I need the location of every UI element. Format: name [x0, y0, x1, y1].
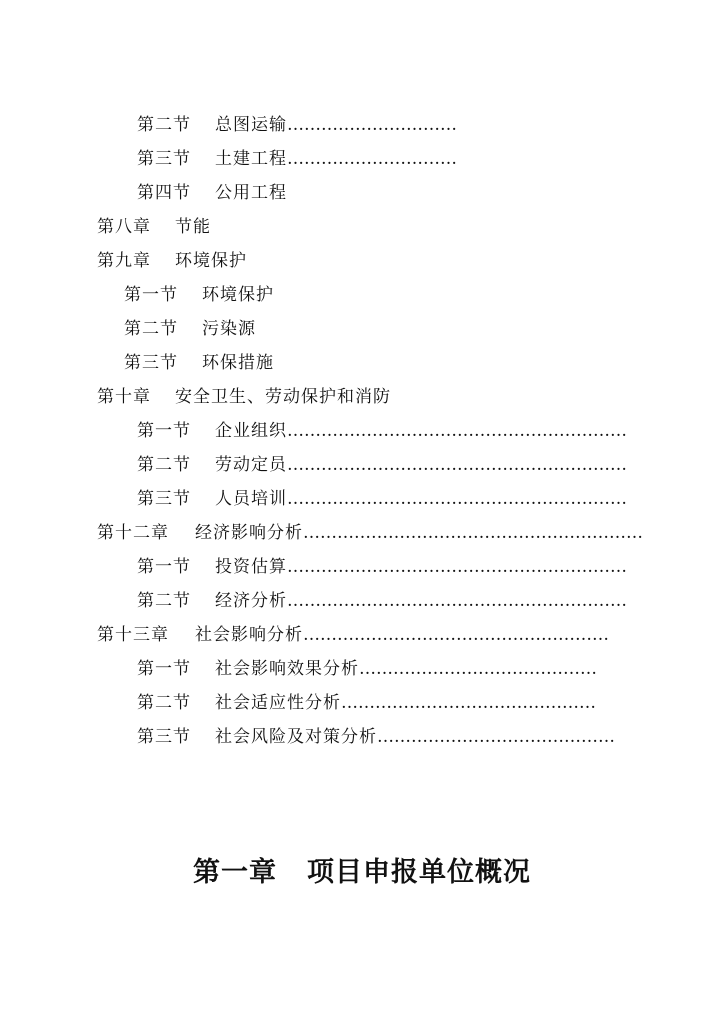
toc-label: 第二节 [124, 319, 178, 339]
toc-title: 环境保护 [175, 251, 247, 271]
toc-title: 企业组织 [215, 421, 287, 441]
toc-label: 第三节 [124, 353, 178, 373]
toc-title: 社会风险及对策分析 [215, 727, 377, 747]
toc-label: 第二节 [137, 693, 191, 713]
toc-title: 污染源 [202, 319, 256, 339]
toc-leader: …………………………………… [359, 659, 597, 679]
toc-line-section [137, 554, 627, 580]
toc-line-section [124, 282, 274, 308]
toc-line-section [137, 656, 597, 682]
toc-label: 第四节 [137, 183, 191, 203]
toc-leader: …………………………………………………… [287, 591, 627, 611]
toc-label: 第九章 [97, 251, 151, 271]
toc-line-section [124, 316, 256, 342]
toc-label: 第二节 [137, 115, 191, 135]
toc-label: 第三节 [137, 489, 191, 509]
toc-leader: …………………………………………………… [287, 557, 627, 577]
toc-label: 第一节 [124, 285, 178, 305]
toc-title: 经济分析 [215, 591, 287, 611]
chapter-heading [0, 850, 724, 889]
toc-leader: …………………………………………………… [287, 455, 627, 475]
toc-line-section [137, 180, 287, 206]
toc-label: 第一节 [137, 421, 191, 441]
toc-leader: ……………………………………… [341, 693, 596, 713]
toc-label: 第十二章 [97, 523, 169, 543]
toc-label: 第三节 [137, 727, 191, 747]
toc-leader: …………………………………………………… [287, 489, 627, 509]
toc-label: 第一节 [137, 659, 191, 679]
toc-label: 第三节 [137, 149, 191, 169]
toc-title: 总图运输 [215, 115, 287, 135]
toc-label: 第二节 [137, 455, 191, 475]
toc-line-section [137, 146, 457, 172]
toc-line-section [137, 452, 627, 478]
toc-leader: …………………………………………………… [303, 523, 643, 543]
toc-label: 第一节 [137, 557, 191, 577]
toc-leader: ………………………… [287, 115, 457, 135]
toc-leader: ……………………………………………… [303, 625, 609, 645]
toc-line-section [137, 690, 596, 716]
toc-line-section [124, 350, 274, 376]
toc-line-section [137, 418, 627, 444]
toc-leader: …………………………………… [377, 727, 615, 747]
toc-title: 环保措施 [202, 353, 274, 373]
toc-line-chapter [97, 384, 391, 410]
toc-leader: …………………………………………………… [287, 421, 627, 441]
toc-title: 安全卫生、劳动保护和消防 [175, 387, 391, 407]
toc-title: 土建工程 [215, 149, 287, 169]
toc-title: 公用工程 [215, 183, 287, 203]
toc-line-chapter [97, 520, 643, 546]
toc-title: 环境保护 [202, 285, 274, 305]
toc-label: 第二节 [137, 591, 191, 611]
toc-title: 投资估算 [215, 557, 287, 577]
toc-title: 社会影响分析 [195, 625, 303, 645]
toc-line-section [137, 112, 457, 138]
toc-title: 社会适应性分析 [215, 693, 341, 713]
toc-title: 节能 [175, 217, 211, 237]
toc-line-section [137, 588, 627, 614]
toc-label: 第十章 [97, 387, 151, 407]
chapter-number: 第一章 [193, 857, 277, 888]
chapter-title: 项目申报单位概况 [307, 857, 531, 888]
toc-label: 第十三章 [97, 625, 169, 645]
toc-label: 第八章 [97, 217, 151, 237]
toc-line-section [137, 724, 615, 750]
toc-line-chapter [97, 214, 211, 240]
toc-line-chapter [97, 248, 247, 274]
toc-title: 社会影响效果分析 [215, 659, 359, 679]
toc-leader: ………………………… [287, 149, 457, 169]
toc-line-section [137, 486, 627, 512]
toc-line-chapter [97, 622, 609, 648]
toc-title: 经济影响分析 [195, 523, 303, 543]
toc-title: 人员培训 [215, 489, 287, 509]
toc-title: 劳动定员 [215, 455, 287, 475]
